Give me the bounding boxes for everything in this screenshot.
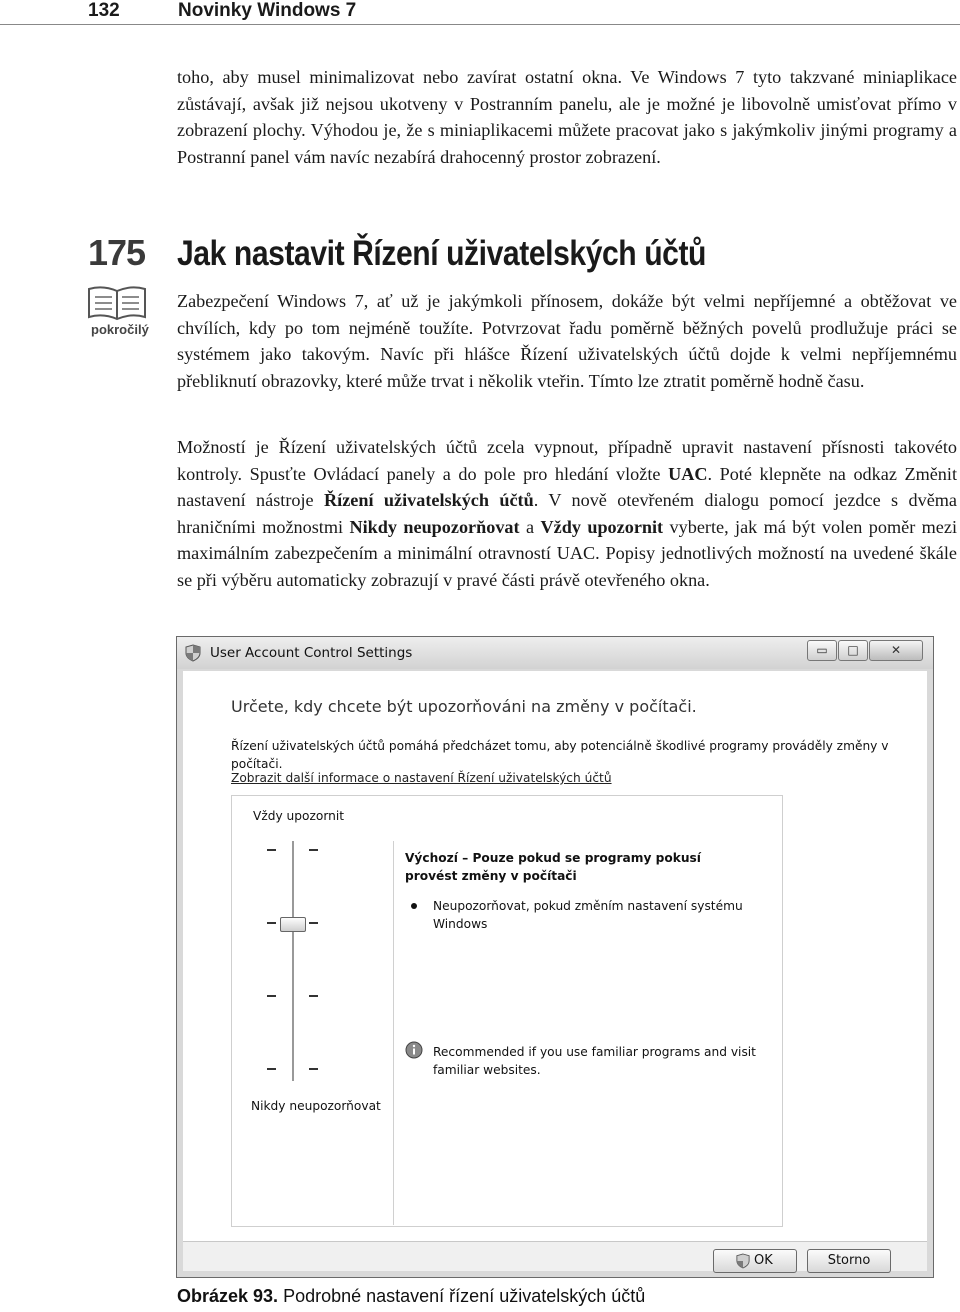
slider-tick-2-right (309, 922, 318, 924)
level-title: Výchozí – Pouze pokud se programy pokusí provést změny v počítači (405, 851, 701, 883)
slider-thumb[interactable] (280, 917, 306, 932)
ok-label: OK (754, 1253, 773, 1268)
uac-heading: Určete, kdy chcete být upozorňováni na změny v počítači. (231, 697, 697, 716)
recommendation-text: Recommended if you use familiar programs and visit familiar websites. (433, 1045, 756, 1077)
info-shield-icon (405, 1041, 423, 1059)
difficulty-level: pokročilý (91, 322, 149, 337)
p2-text-1: Možností je Řízení uživatelských účtů zcela vypnout, případně upravit nastavení přísnosti takovéto kontroly. Spusťte Ovládací panely a do pole pro hledání vložte (177, 437, 957, 484)
more-info-link[interactable]: Zobrazit další informace o nastavení Řízení uživatelských účtů (231, 771, 612, 785)
figure-caption (177, 1286, 645, 1307)
p2-text-4: a (519, 516, 541, 537)
uac-shield-icon (185, 644, 201, 662)
level-bullet-text: Neupozorňovat, pokud změním nastavení systému Windows (433, 899, 743, 931)
maximize-button[interactable]: □ (838, 640, 868, 661)
slider-tick-1-right (309, 849, 318, 851)
tip-number: 175 (88, 232, 146, 273)
slider-bottom-label: Nikdy neupozorňovat (251, 1099, 381, 1113)
slider-tick-4-right (309, 1068, 318, 1070)
book-icon (87, 285, 147, 321)
paragraph-1: Zabezpečení Windows 7, ať už je jakýmkoli přínosem, dokáže být velmi nepříjemné a obtěžovat ve chvílích, kdy po tom nejméně toužíte. Potvrzovat řadu poměrně běžných povelů prodlužuje práci se systémem jako takovým. Navíc při hlášce Řízení uživatelských účtů dojde k velmi nepříjemnému přebliknutí obrazovky, které může trvat i několik vteřin. Tímto lze ztratit poměrně hodně času. (177, 291, 957, 391)
p2-bold-uac: UAC (668, 463, 708, 484)
p2-bold-never: Nikdy neupozorňovat (349, 516, 520, 537)
p2-text-3: . V nově otevřeném dialogu pomocí jezdce s dvěma hraničními možnostmi (177, 490, 957, 537)
title-bar[interactable] (177, 637, 933, 669)
bullet-icon (411, 903, 417, 909)
slider-tick-1-left (267, 849, 276, 851)
slider-tick-4-left (267, 1068, 276, 1070)
p2-text-5: vyberte, jak má být volen poměr mezi maximálním zabezpečením a minimální otravností UAC. Popisy jednotlivých možností na uvedené škále se při výběru automaticky zobrazují v pravé části právě otevřeného okna. (177, 516, 958, 590)
caption-text: Podrobné nastavení řízení uživatelských účtů (278, 1286, 646, 1306)
intro-paragraph: toho, aby musel minimalizovat nebo zavírat ostatní okna. Ve Windows 7 tyto takzvané miniaplikace zůstávají, avšak již nejsou ukotveny v Postranním panelu, ale je možné je libovolně umisťovat přímo v zobrazení plochy. Výhodou je, že s miniaplikacemi můžete pracovat jako s jakýmkoliv jinými programy a Postranní panel vám navíc nezabírá drahocenný prostor zobrazení. (177, 67, 957, 167)
paragraph-2 (177, 434, 957, 593)
p2-bold-always: Vždy upozornit (540, 516, 664, 537)
page-header (0, 0, 960, 25)
window-title: User Account Control Settings (210, 645, 413, 661)
running-title: Novinky Windows 7 (178, 0, 357, 21)
section-title: Jak nastavit Řízení uživatelských účtů (177, 234, 707, 273)
caption-label: Obrázek 93. (177, 1286, 279, 1306)
slider-top-label: Vždy upozornit (253, 809, 345, 823)
p2-bold-uac-name: Řízení uživatelských účtů (324, 490, 534, 510)
close-button[interactable]: ✕ (869, 640, 923, 661)
window-client-area (183, 671, 927, 1271)
page-number: 132 (88, 0, 120, 21)
slider-tick-3-right (309, 995, 318, 997)
slider-tick-2-left (267, 922, 276, 924)
p2-text-2: . Poté klepněte na odkaz Změnit nastavení nástroje (177, 463, 958, 510)
cancel-button[interactable]: Storno (807, 1249, 891, 1273)
slider-tick-3-left (267, 995, 276, 997)
ok-button[interactable] (713, 1249, 797, 1273)
ok-shield-icon (736, 1253, 750, 1269)
uac-settings-window (176, 636, 934, 1278)
slider-track[interactable] (292, 841, 294, 1081)
uac-description: Řízení uživatelských účtů pomáhá předcházet tomu, aby potenciálně škodlivé programy prováděly změny v počítači. (231, 739, 889, 771)
minimize-button[interactable]: ▭ (807, 640, 837, 661)
